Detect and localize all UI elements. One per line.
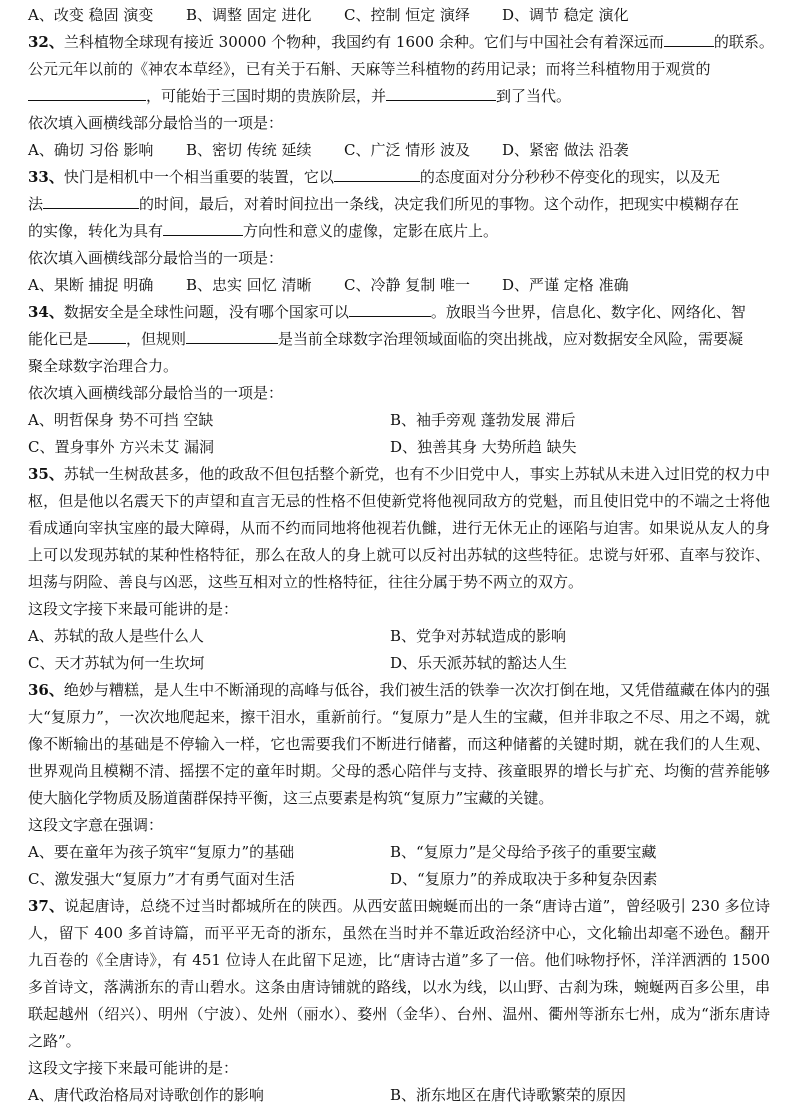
question-text: 法: [28, 195, 44, 213]
option-d: D、严谨 定格 准确: [502, 276, 629, 294]
question-text: 方向性和意义的虚像，定影在底片上。: [243, 222, 499, 240]
question-text: 的实像，转化为具有: [28, 222, 164, 240]
answer-blank: [186, 329, 278, 344]
q37-prompt: 这段文字接下来最可能讲的是：: [28, 1059, 239, 1077]
option-d: D、“复原力”的养成取决于多种复杂因素: [390, 870, 658, 888]
option-b: B、袖手旁观 蓬勃发展 滞后: [390, 411, 576, 429]
option-a: A、果断 捕捉 明确: [28, 276, 154, 294]
q34-prompt: 依次填入画横线部分最恰当的一项是：: [28, 384, 284, 402]
answer-blank: [349, 302, 431, 317]
q31-options: [28, 2, 770, 29]
question-number: 34、: [28, 303, 64, 321]
q34-line-1: [28, 299, 770, 326]
q33-prompt: 依次填入画横线部分最恰当的一项是：: [28, 249, 284, 267]
q33-line-2: [28, 191, 770, 218]
option-a: A、明哲保身 势不可挡 空缺: [28, 411, 214, 429]
question-number: 33、: [28, 168, 64, 186]
q34-options-row-2: [28, 434, 770, 461]
q34-line-2: [28, 326, 770, 353]
question-text: 公元元年以前的《神农本草经》，已有关于石斛、天麻等兰科植物的药用记录；而将兰科植物用于观赏的: [28, 60, 711, 78]
answer-blank: [664, 32, 714, 47]
option-a: A、苏轼的敌人是些什么人: [28, 627, 204, 645]
q34-options-row-1: [28, 407, 770, 434]
answer-blank: [88, 329, 126, 344]
option-d: D、调节 稳定 演化: [502, 6, 629, 24]
question-number: 37、: [28, 897, 65, 915]
question-text: 兰科植物全球现有接近 30000 个物种，我国约有 1600 余种。它们与中国社会有着深远而: [63, 33, 664, 51]
option-d: D、乐天派苏轼的豁达人生: [390, 654, 568, 672]
option-c: C、广泛 情形 波及: [344, 141, 471, 159]
option-b: B、调整 固定 进化: [186, 6, 312, 24]
question-text: 数据安全是全球性问题，没有哪个国家可以: [63, 303, 349, 321]
question-text: 的时间，最后，对着时间拉出一条线，决定我们所见的事物。这个动作，把现实中模糊存在: [139, 195, 740, 213]
question-text: 。放眼当今世界，信息化、数字化、网络化、智: [430, 303, 746, 321]
question-number: 36、: [28, 681, 64, 699]
option-c: C、置身事外 方兴未艾 漏洞: [28, 438, 215, 456]
q32-options: [28, 137, 770, 164]
q36-passage: [28, 677, 770, 812]
q34-line-3: 聚全球数字治理合力。: [28, 357, 179, 375]
q33-line-1: [28, 164, 770, 191]
q32-line-1: [28, 29, 774, 56]
q36-prompt: 这段文字意在强调：: [28, 816, 164, 834]
option-b: B、党争对苏轼造成的影响: [390, 627, 567, 645]
option-c: C、激发强大“复原力”才有勇气面对生活: [28, 870, 295, 888]
passage-text: 苏轼一生树敌甚多，他的政敌不但包括整个新党，也有不少旧党中人，事实上苏轼从未进入过旧党的权力中枢，但是他以名震天下的声望和直言无忌的性格不但使新党将他视同敌方的党魁，而且使旧党中的不端之士将他看成通向宰执宝座的最大障碍，从而不约而同地将他视若仇雠，进行无休无止的诬陷与迫害。如果说从友人的身上可以发现苏轼的某种性格特征，那么在敌人的身上就可以反衬出苏轼的这些特征。忠谠与奸邪、直率与狡诈、坦荡与阴险、善良与凶恶，这些互相对立的性格特征，往往分属于势不两立的双方。: [28, 465, 770, 591]
answer-blank: [386, 86, 496, 101]
q32-prompt: 依次填入画横线部分最恰当的一项是：: [28, 114, 284, 132]
question-text: 是当前全球数字治理领域面临的突出挑战，应对数据安全风险，需要凝: [278, 330, 744, 348]
q35-prompt: 这段文字接下来最可能讲的是：: [28, 600, 239, 618]
question-text: 的态度面对分分秒秒不停变化的现实，以及无: [419, 168, 720, 186]
question-text: 能化已是: [28, 330, 89, 348]
passage-text: 说起唐诗，总绕不过当时都城所在的陕西。从西安蓝田蜿蜒而出的一条“唐诗古道”，曾经吸引 230 多位诗人，留下 400 多首诗篇，而平平无奇的浙东，虽然在当时并不靠近政治经济中心，文化输出却毫不逊色。翻开九百卷的《全唐诗》，有 451 位诗人在此留下足迹，比“唐诗古道”多了一倍。他们咏物抒怀，洋洋洒洒的 1500 多首诗文，落满浙东的青山碧水。这条由唐诗铺就的路线，以水为线，以山野、古刹为珠，蜿蜒两百多公里，串联起越州（绍兴）、明州（宁波）、处州（丽水）、婺州（金华）、台州、温州、衢州等浙东七州，成为“浙东唐诗之路”。: [28, 897, 771, 1050]
q36-options-row-1: [28, 839, 770, 866]
option-b: B、浙东地区在唐代诗歌繁荣的原因: [390, 1086, 627, 1104]
q32-line-2: [28, 56, 770, 83]
option-a: A、要在童年为孩子筑牢“复原力”的基础: [28, 843, 295, 861]
option-b: B、忠实 回忆 清晰: [186, 276, 312, 294]
question-text: 快门是相机中一个相当重要的装置，它以: [63, 168, 334, 186]
q36-options-row-2: [28, 866, 770, 893]
question-text: ，可能始于三国时期的贵族阶层，并: [146, 87, 387, 105]
question-number: 35、: [28, 465, 64, 483]
q32-line-3: [28, 83, 770, 110]
q33-options: [28, 272, 770, 299]
q37-options-row-1: [28, 1082, 770, 1109]
answer-blank: [28, 86, 146, 101]
question-text: 到了当代。: [496, 87, 572, 105]
option-b: B、“复原力”是父母给予孩子的重要宝藏: [390, 843, 657, 861]
option-d: D、紧密 做法 沿袭: [502, 141, 629, 159]
answer-blank: [43, 194, 139, 209]
option-b: B、密切 传统 延续: [186, 141, 312, 159]
option-c: C、冷静 复制 唯一: [344, 276, 471, 294]
question-number: 32、: [28, 33, 64, 51]
option-c: C、天才苏轼为何一生坎坷: [28, 654, 205, 672]
q35-options-row-2: [28, 650, 770, 677]
option-a: A、唐代政治格局对诗歌创作的影响: [28, 1086, 264, 1104]
answer-blank: [334, 167, 420, 182]
option-d: D、独善其身 大势所趋 缺失: [390, 438, 577, 456]
q33-line-3: [28, 218, 770, 245]
passage-text: 绝妙与糟糕，是人生中不断涌现的高峰与低谷，我们被生活的铁拳一次次打倒在地，又凭借蕴藏在体内的强大“复原力”，一次次地爬起来，擦干泪水，重新前行。“复原力”是人生的宝藏，但并非取之不尽、用之不竭，就像不断输出的基础是不停输入一样，它也需要我们不断进行储蓄，而这种储蓄的关键时期，就在我们的人生观、世界观尚且模糊不清、摇摆不定的童年时期。父母的悉心陪伴与支持、孩童眼界的增长与扩充、均衡的营养能够使大脑化学物质及肠道菌群保持平衡，这三点要素是构筑“复原力”宝藏的关键。: [28, 681, 770, 807]
answer-blank: [163, 221, 243, 236]
option-c: C、控制 恒定 演绎: [344, 6, 471, 24]
question-text: 的联系。: [713, 33, 774, 51]
option-a: A、改变 稳固 演变: [28, 6, 154, 24]
q35-options-row-1: [28, 623, 770, 650]
q37-passage: [28, 893, 770, 1055]
q35-passage: [28, 461, 770, 596]
option-a: A、确切 习俗 影响: [28, 141, 154, 159]
question-text: ，但规则: [126, 330, 187, 348]
